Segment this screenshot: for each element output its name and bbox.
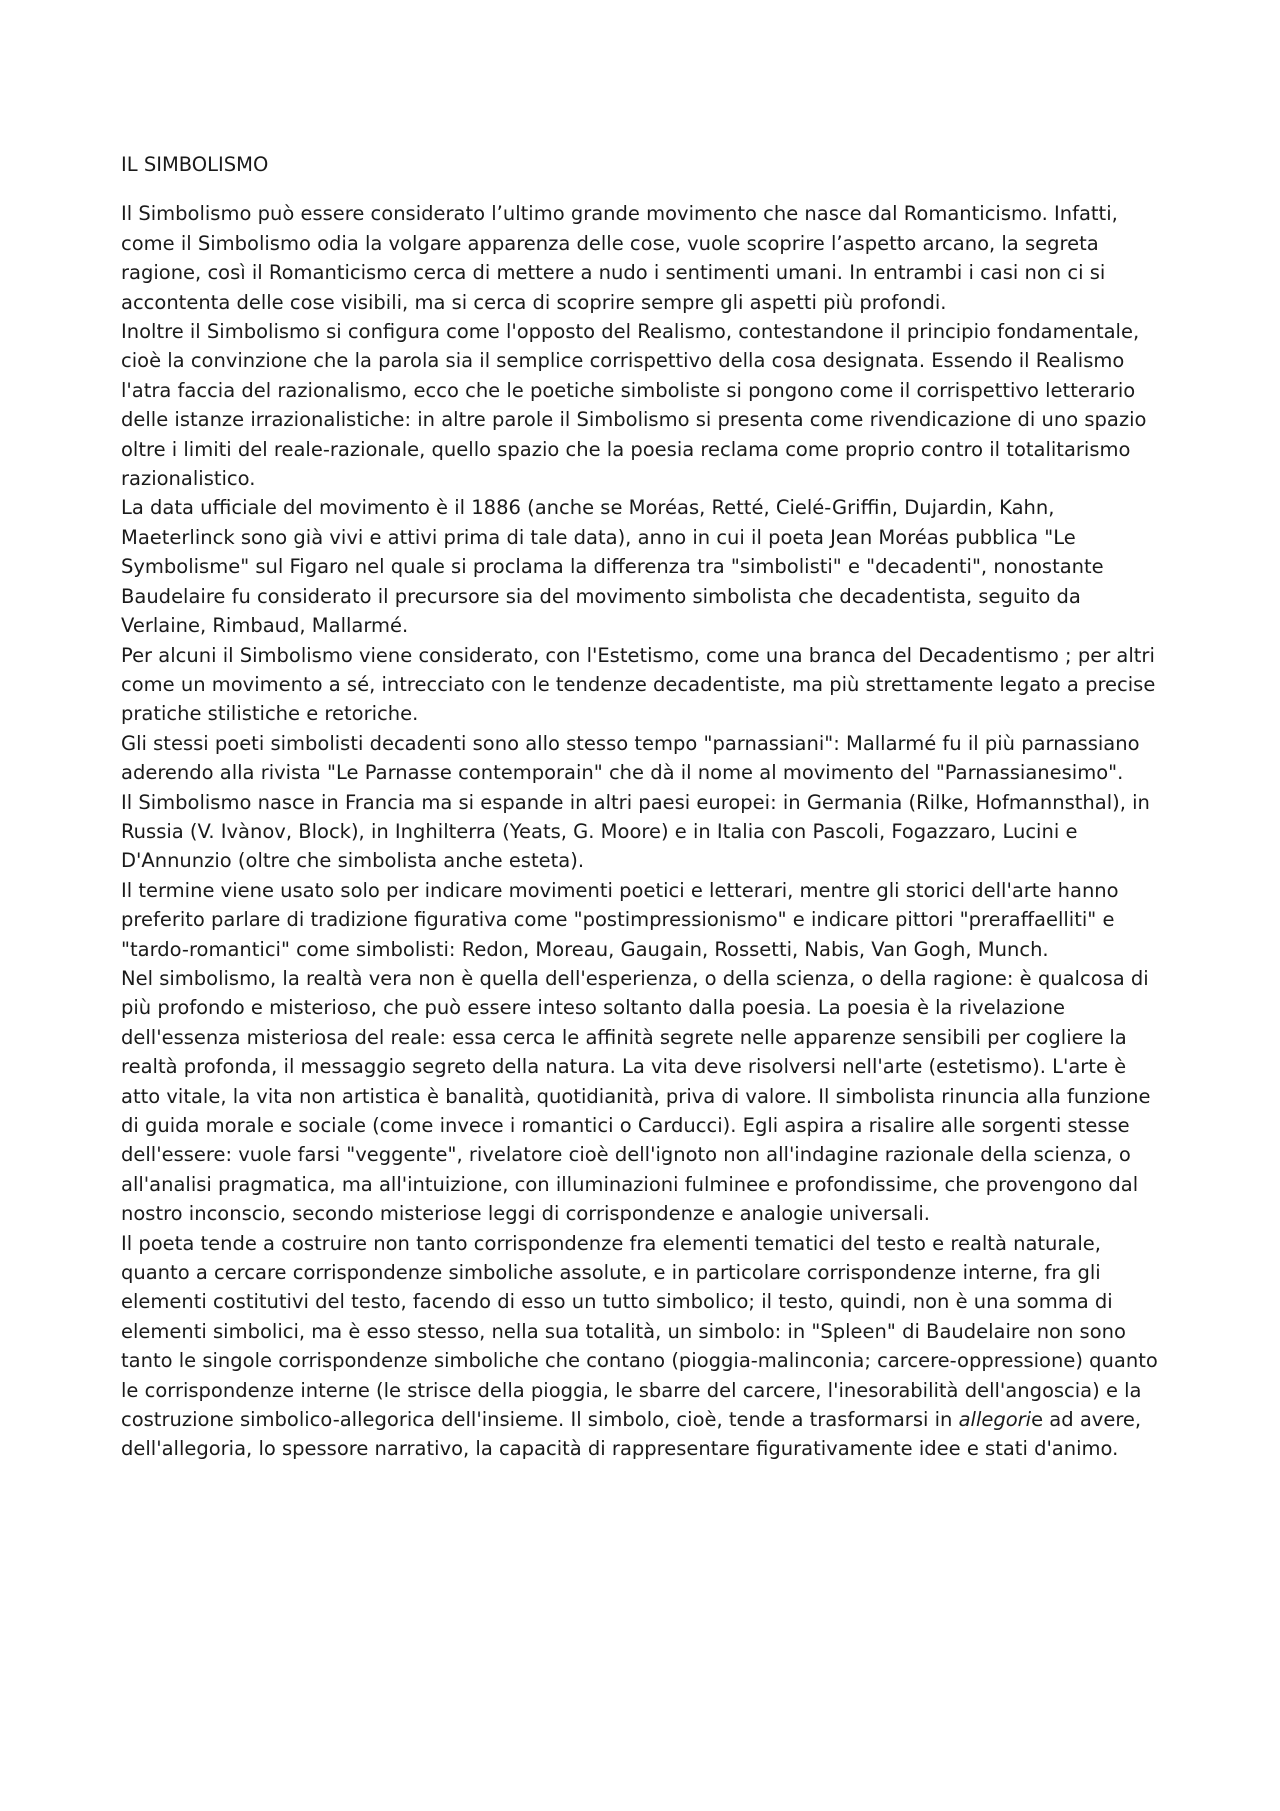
paragraph-art-history: Il termine viene usato solo per indicare movimenti poetici e letterari, mentre gli storici dell'arte hanno preferito parlare di tradizione figurativa come "postimpressionismo" e indicare pittori "preraffaelliti" e "tardo-romantici" come simbolisti: Redon, Moreau, Gaugain, Rossetti, Nabis, Van Gogh, Munch. <box>121 878 1119 961</box>
document-body <box>121 150 1161 1464</box>
paragraph-europe: Il Simbolismo nasce in Francia ma si espande in altri paesi europei: in Germania (Rilke, Hofmannsthal), in Russia (V. Ivànov, Block), in Inghilterra (Yeats, G. Moore) e in Italia con Pascoli, Fogazzaro, Lucini e D'Annunzio (oltre che simbolista anche esteta). <box>121 790 1150 873</box>
document-title: IL SIMBOLISMO <box>121 153 269 176</box>
paragraph-realism: Inoltre il Simbolismo si configura come l'opposto del Realismo, contestandone il principio fondamentale, cioè la convinzione che la parola sia il semplice corrispettivo della cosa designata. Essendo il Realismo l'atra faccia del razionalismo, ecco che le poetiche simboliste si pongono come il corrispettivo letterario delle istanze irrazionalistiche: in altre parole il Simbolismo si presenta come rivendicazione di uno spazio oltre i limiti del reale-razionale, quello spazio che la poesia reclama come proprio contro il totalitarismo razionalistico. <box>121 320 1147 491</box>
paragraph-parnassians: Gli stessi poeti simbolisti decadenti sono allo stesso tempo "parnassiani": Mallarmé fu il più parnassiano aderendo alla rivista "Le Parnasse contemporain" che dà il nome al movimento del "Parnassianesimo". <box>121 731 1140 785</box>
paragraph-correspondences-text: Il poeta tende a costruire non tanto corrispondenze fra elementi tematici del testo e realtà naturale, quanto a cercare corrispondenze simboliche assolute, e in particolare corrispondenze interne, fra gli elementi costitutivi del testo, facendo di esso un tutto simbolico; il testo, quindi, non è una somma di elementi simbolici, ma è esso stesso, nella sua totalità, un simbolo: in "Spleen" di Baudelaire non sono tanto le singole corrispondenze simboliche che contano (pioggia-malinconia; carcere-oppressione) quanto le corrispondenze interne (le strisce della pioggia, le sbarre del carcere, l'inesorabilità dell'angoscia) e la costruzione simbolico-allegorica dell'insieme. Il simbolo, cioè, tende a trasformarsi in <box>121 1231 1158 1432</box>
paragraph-official-date: La data ufficiale del movimento è il 1886 (anche se Moréas, Retté, Cielé-Griffin, Dujardin, Kahn, Maeterlinck sono già vivi e attivi prima di tale data), anno in cui il poeta Jean Moréas pubblica "Le Symbolisme" sul Figaro nel quale si proclama la differenza tra "simbolisti" e "decadenti", nonostante Baudelaire fu considerato il precursore sia del movimento simbolista che decadentista, seguito da Verlaine, Rimbaud, Mallarmé. <box>121 496 1104 638</box>
paragraph-decadentism: Per alcuni il Simbolismo viene considerato, con l'Estetismo, come una branca del Decadentismo ; per altri come un movimento a sé, intrecciato con le tendenze decadentiste, ma più strettamente legato a precise pratiche stilistiche e retoriche. <box>121 643 1156 726</box>
paragraph-romanticism: Il Simbolismo può essere considerato l’ultimo grande movimento che nasce dal Romanticismo. Infatti, come il Simbolismo odia la volgare apparenza delle cose, vuole scoprire l’aspetto arcano, la segreta ragione, così il Romanticismo cerca di mettere a nudo i sentimenti umani. In entrambi i casi non ci si accontenta delle cose visibili, ma si cerca di scoprire sempre gli aspetti più profondi. <box>121 202 1118 314</box>
paragraph-correspondences <box>121 1229 1161 1464</box>
italic-term-allegoria: allegori <box>958 1408 1032 1432</box>
paragraph-correspondences-ending: e ad avere, dell'allegoria, lo spessore narrativo, la capacità di rappresentare figurativamente idee e stati d'animo. <box>121 1408 1142 1461</box>
paragraph-reality: Nel simbolismo, la realtà vera non è quella dell'esperienza, o della scienza, o della ragione: è qualcosa di più profondo e misterioso, che può essere inteso soltanto dalla poesia. La poesia è la rivelazione dell'essenza misteriosa del reale: essa cerca le affinità segrete nelle apparenze sensibili per cogliere la realtà profonda, il messaggio segreto della natura. La vita deve risolversi nell'arte (estetismo). L'arte è atto vitale, la vita non artistica è banalità, quotidianità, priva di valore. Il simbolista rinuncia alla funzione di guida morale e sociale (come invece i romantici o Carducci). Egli aspira a risalire alle sorgenti stesse dell'essere: vuole farsi "veggente", rivelatore cioè dell'ignoto non all'indagine razionale della scienza, o all'analisi pragmatica, ma all'intuizione, con illuminazioni fulminee e profondissime, che provengono dal nostro inconscio, secondo misteriose leggi di corrispondenze e analogie universali. <box>121 966 1151 1226</box>
